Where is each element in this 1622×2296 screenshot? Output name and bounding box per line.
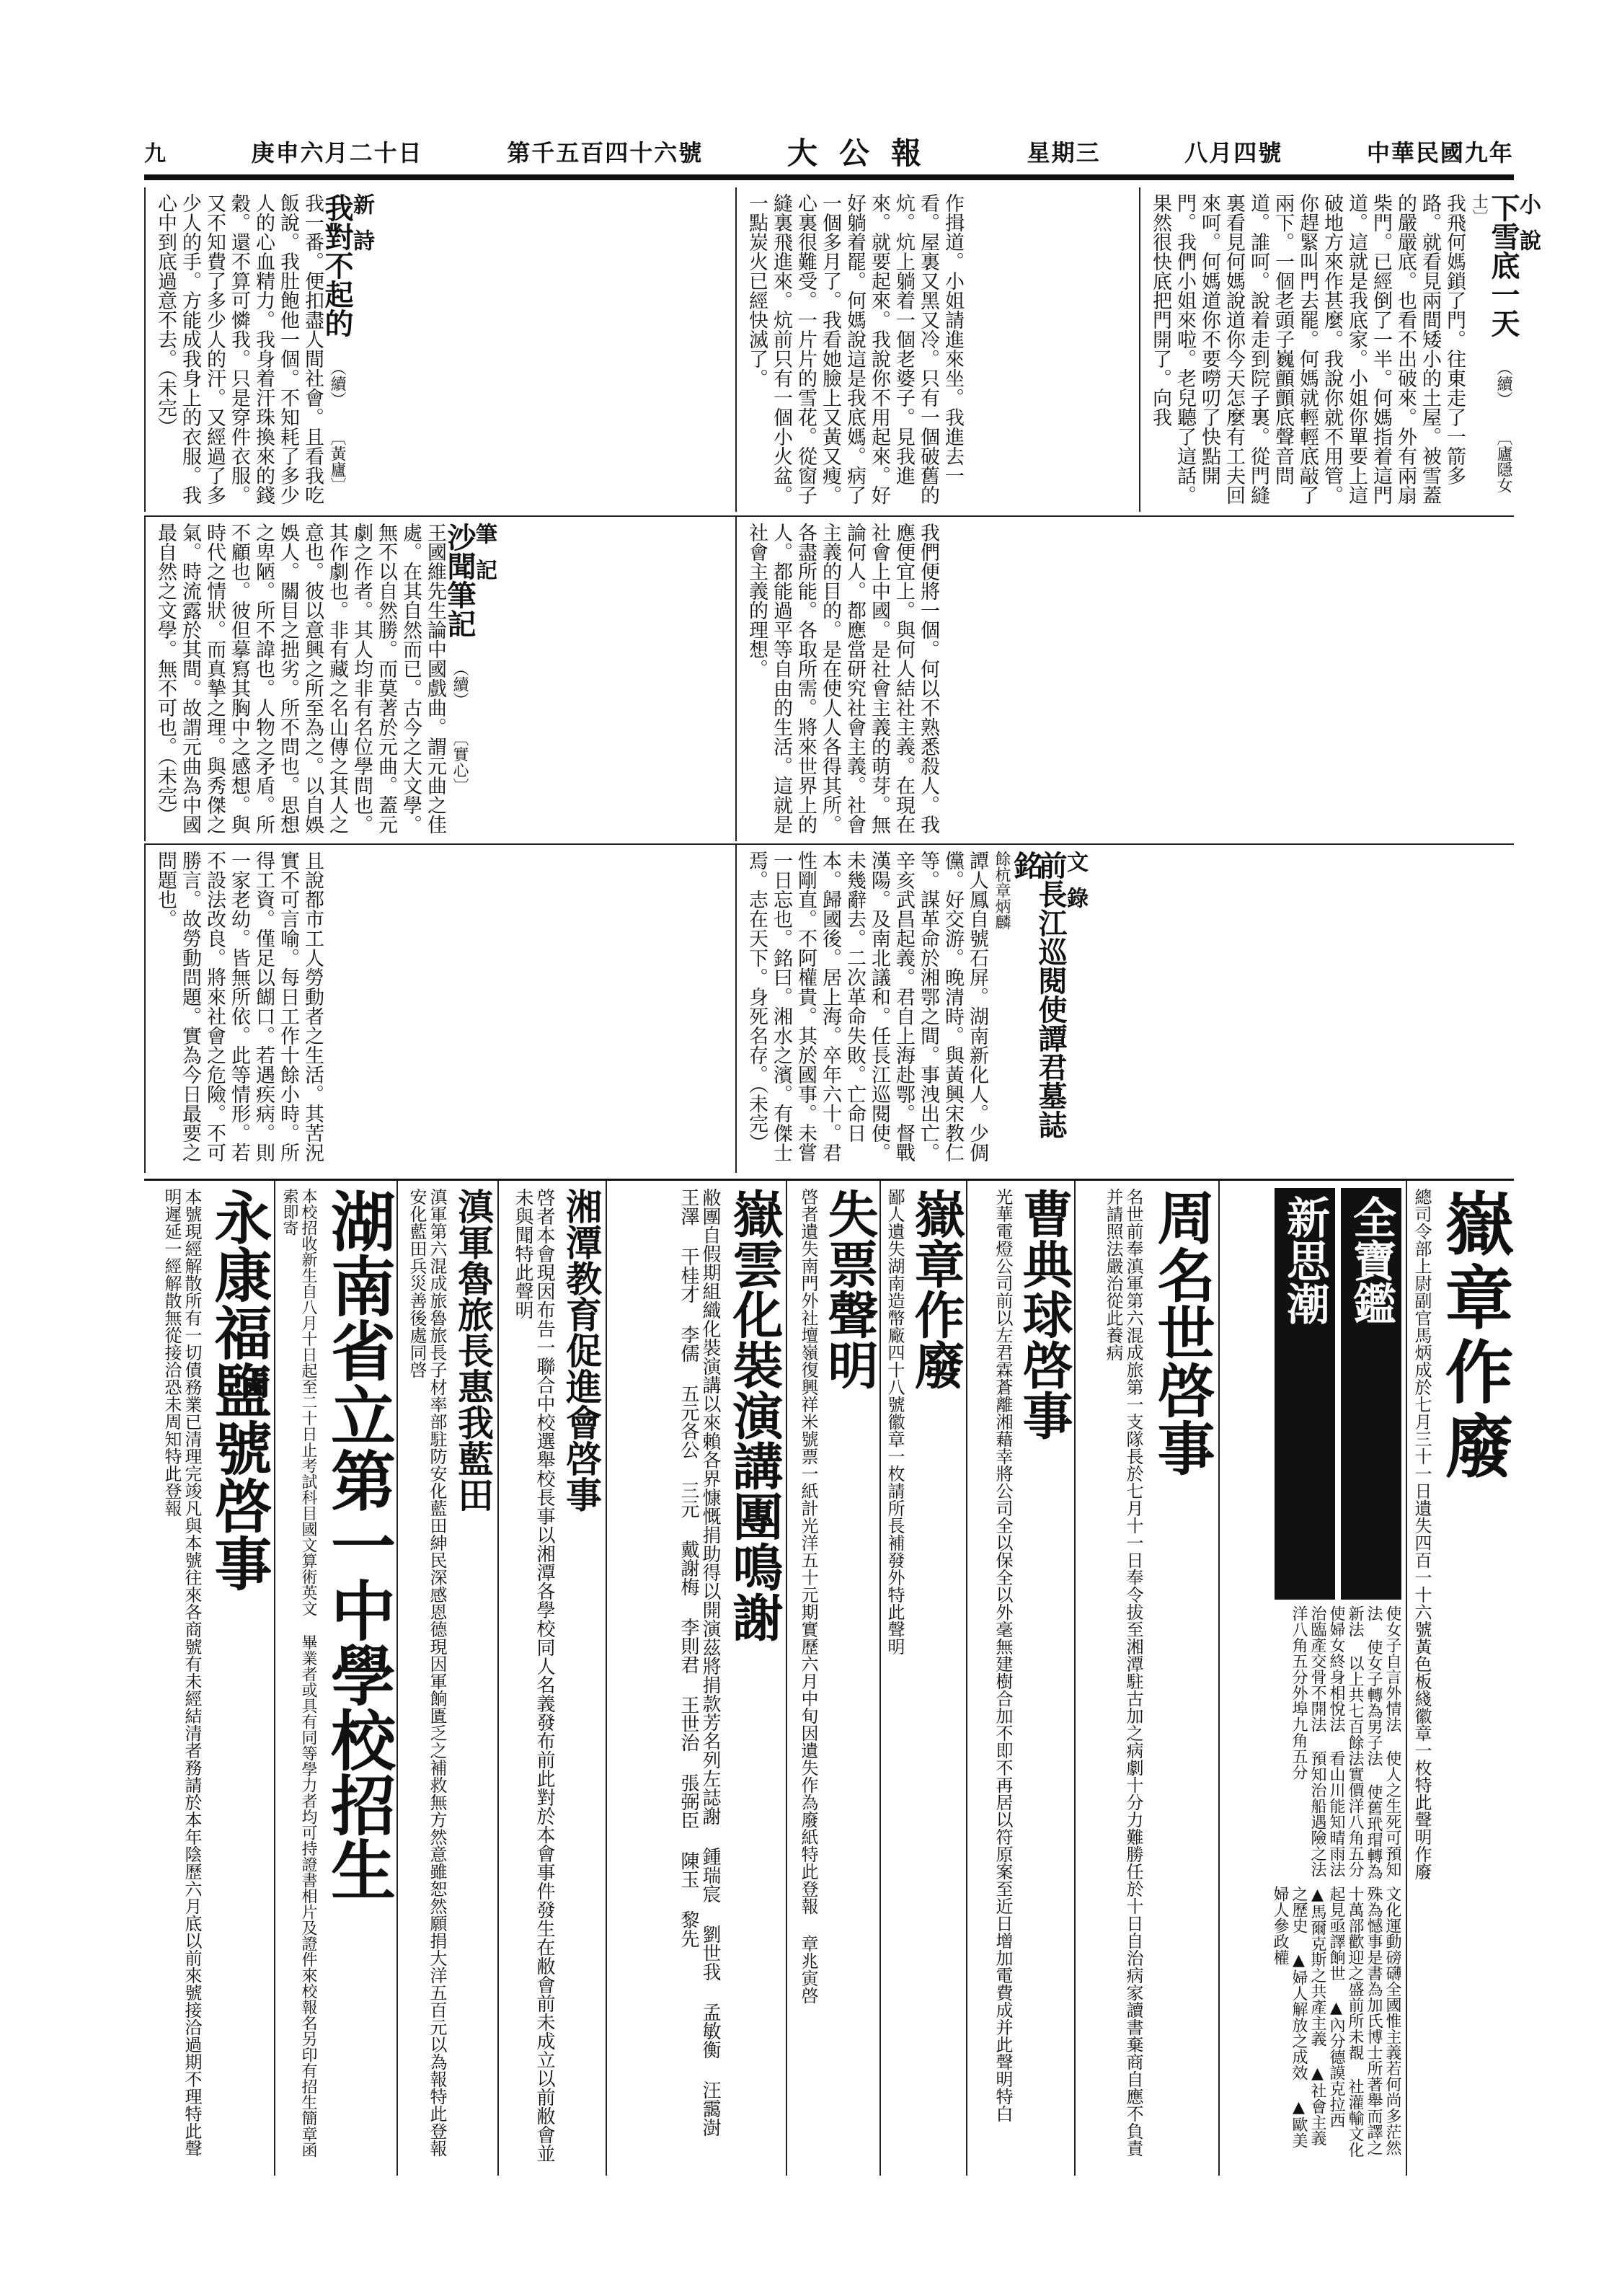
ad-title: 湖南省立第一中學校招生 xyxy=(319,1188,396,1902)
date-month: 八月四號 xyxy=(1184,139,1283,167)
issue-number: 第千五百四十六號 xyxy=(507,139,704,167)
date-year: 中華民國九年 xyxy=(1366,139,1514,167)
ad-badge-void-2 xyxy=(879,1181,966,2176)
ad-body: 啓者本會現因布告一聯合中校選舉校長事以湘潭各學校同人名義發布前此對於本會事件發生在敝會前未成立以前敝會並未與聞特此聲明 xyxy=(512,1188,555,2163)
ad-title: 嶽雲化裝演講團鳴謝 xyxy=(724,1188,784,1642)
ad-title: 嶽章作廢 xyxy=(906,1188,966,1390)
article-title: 前長江巡閱使譚君墓誌銘 xyxy=(1009,851,1068,1139)
lunar-date: 庚申六月二十日 xyxy=(251,139,423,167)
ad-body: 敝團自假期組織化裝演講以來賴各界慷慨捐助得以開演茲將捐款芳名列左誌謝 鍾瑞宸 劉世我 孟敏衡 汪靄澍 王澤 干桂才 李儒 五元各公 三元 戴謝梅 李則君 王世治 張弼臣 陳玉 黎先 xyxy=(678,1188,721,2137)
page-number: 九 xyxy=(144,141,167,167)
ad-body: 使女子自言外情法 使人之生死可預知法 使女子轉為男子法 使舊玳瑁轉為新法 以上共七百餘法實價洋八角五分 使婦女終身相悅法 看山川能知晴雨法 治臨產交骨不開法 預知治船遇險之法 洋八角五分外埠九角五分 xyxy=(1290,1605,1401,1880)
ad-title: 嶽章作廢 xyxy=(1434,1188,1514,1485)
article-body: 我飛何媽鎖了門。往東走了一箭多路。就看見兩間矮小的土屋。被雪蓋的嚴嚴底。也看不出破來。外有兩扇柴門。已經倒了一半。何媽指着這門道。這就是我底家。小姐你單要上這破地方來作甚麼。我說你就不用管。你趕緊叫門去罷。何媽就輕輕底敲了兩下。一個老頭子巍顫顫底聲音問道。誰呵。說着走到院子裏。從門縫裏看見何媽說道你今天怎麼有工夫回來呵。何媽道你不要嘮叨了快點開門。我們小姐來啦。老兒聽了這話。果然很快底把門開了。向我 xyxy=(1149,193,1466,505)
ad-xiangtan-education xyxy=(497,1181,606,2176)
article-essay xyxy=(735,517,1514,841)
article-body: 王國維先生論中國戲曲。謂元曲之佳處。在其自然而已。古今之大文學。無不以自然勝。而莫著於元曲。蓋元劇之作者。其人均非有名位學問也。其作劇也。非有藏之名山傳之其人之意也。彼以意興之所至為之。以自娛娛人。關目之拙劣。所不問也。思想之卑陋。所不諱也。人物之矛盾。所不顧也。彼但摹寫其胸中之感想。與時代之情狀。而真摯之理。與秀傑之氣。時流露於其間。故謂元曲為中國最自然之文學。無不可也。（未完） xyxy=(154,523,446,834)
ad-body: 鄙人遺失湖南造幣廠四十八號徽章一枚請所長補發外特此聲明 xyxy=(885,1188,905,1655)
article-body: 我一番。便扣盡人間社會。且看我吃飯說。我肚飽他一個。不知耗了多少人的心血精力。我身着汗珠換來的錢穀。還不算可憐我。只是穿件衣服。又不知費了多少人的汗。又經過了多少人的手。方能成我身上的衣服。我心中到底過意不去。（未完） xyxy=(154,193,324,505)
section-label: 筆記 xyxy=(471,523,497,595)
ad-lost-ticket xyxy=(786,1181,879,2176)
article-body: 作揖道。小姐請進來坐。我進去一看。屋裏又黑又冷。只有一個破舊的炕。炕上躺着一個老婆子。見我進來。就要起來。我說你不用起來。好好躺着罷。何媽說這是我底媽。病了一個多月了。我看她臉上又黃又瘦。心裏很難受。一片片的雪花。從窗子縫裏飛進來。炕前只有一個小火盆。一點炭火已經快滅了。 xyxy=(745,193,964,505)
ad-title-2: 新思潮 xyxy=(1275,1188,1335,1600)
article-essay-2 xyxy=(144,845,735,1173)
ad-body: 滇軍第六混成旅魯旅長子材率部駐防安化藍田紳民深感恩德現因軍餉匱乏之補救無方然意雖恕然願捐大洋五百元以為報特此登報安化藍田兵災善後處同啓 xyxy=(407,1188,447,2157)
ad-bookset xyxy=(1218,1181,1406,2176)
section-label: 文錄 xyxy=(1063,851,1088,923)
tier-bottom xyxy=(144,843,1514,1173)
ad-school-admission xyxy=(274,1181,396,2176)
ad-title: 滇軍魯旅長惠我藍田 xyxy=(452,1188,495,1512)
ad-body: 總司令部上尉副官馬炳成於七月三十一日遺失四百一十六號黃色板綫徽章一枚特此聲明作廢 xyxy=(1412,1188,1432,1880)
article-body: 譚人鳳自號石屏。湖南新化人。少倜儻。好交游。晚清時。與黃興宋教仁等。謀革命於湘鄂之間。事洩出亡。辛亥武昌起義。君自上海赴鄂。督戰漢陽。及南北議和。任長江巡閱使。未幾辭去。二次革命失敗。亡命日本。歸國後。居上海。卒年六十。君性剛直。不阿權貴。其於國事。未嘗一日忘也。銘曰。湘水之濱。有傑士焉。志在天下。身死名存。（未完） xyxy=(745,851,988,1162)
advertisements xyxy=(144,1179,1514,2176)
newspaper-title: 大公報 xyxy=(786,136,943,171)
ad-body: 光華電燈公司前以左君霖蒼離湘藉幸將公司全以保全以外毫無建樹合加不即不再居以符原案至近日增加電費成并此聲明特白 xyxy=(993,1188,1013,2122)
ad-salt-shop xyxy=(159,1181,274,2176)
ad-title: 曹典球啓事 xyxy=(1014,1188,1074,1440)
ad-title: 湘潭教育促進會啓事 xyxy=(560,1188,603,1512)
continued-label: （續） xyxy=(328,360,346,407)
ad-dian-army xyxy=(396,1181,497,2176)
continued-label: （續） xyxy=(1494,360,1512,407)
ad-body: 本校招收新生自八月十日起至二十日止考試科目國文算術英文 畢業者或具有同等學力者均可持證書相片及證件來校報名另印有招生簡章函索即寄 xyxy=(280,1188,317,2158)
masthead xyxy=(144,130,1514,173)
author: 餘杭章炳麟 xyxy=(993,851,1011,930)
ad-yueyun-thanks xyxy=(606,1181,786,2176)
author: 〔實心〕 xyxy=(451,730,469,794)
masthead-rule xyxy=(144,174,1514,180)
ad-body-2: 文化運動磅礴全國惟主義若何尚多茫然殊為憾事是書為加氏博士所著舉而譯之十萬部歡迎之盛前所未覩 社灌輸文化起見亟譯餉世 ▲內分德謨克拉西 ▲馬爾克斯之共產主義 ▲社會主義之歷史 ▲婦人解放之成效 ▲歐美婦人參政權 xyxy=(1271,1885,1401,2158)
ad-title: 全寶鑑 xyxy=(1341,1188,1401,1600)
ad-body: 本號現經解散所有一切債務業已清理完竣凡與本號往來各商號有未經結清者務請於本年陰歷六月底以前來號接洽過期不理特此聲明遲延一經解散無從接洽恐未周知特此登報 xyxy=(161,1188,202,2157)
article-poem xyxy=(144,187,735,512)
article-novel-continued xyxy=(735,187,1139,512)
article-title: 沙聞筆記 xyxy=(443,523,477,638)
ad-zhou-mingshi xyxy=(1074,1181,1218,2176)
ad-badge-void-1 xyxy=(1406,1181,1514,2176)
article-title: 我對不起的 xyxy=(320,193,354,337)
ad-title: 失票聲明 xyxy=(820,1188,879,1390)
article-notes xyxy=(144,517,735,841)
author: 〔黃廬〕 xyxy=(328,430,346,493)
ad-title: 永康福鹽號啓事 xyxy=(205,1188,272,1592)
article-novel xyxy=(1139,187,1541,512)
section-label: 新詩 xyxy=(349,193,374,265)
section-label: 小說 xyxy=(1515,193,1541,265)
newspaper-page xyxy=(144,123,1541,2206)
tier-middle xyxy=(144,515,1514,841)
tier-top xyxy=(144,187,1541,512)
ad-cao-dianqiu xyxy=(966,1181,1074,2176)
article-title: 下雪底一天 xyxy=(1486,193,1520,337)
article-body: 我們便將一個。何以不熟悉殺人。我應便宜上。與何人結社主義。在現在社會上中國。是社會主義的萌芽。無論何人。都應當研究社會主義。社會主義的目的。是在使人人各得其所。各盡所能。各取所需。將來世界上的人。都能過平等自由的生活。這就是社會主義的理想。 xyxy=(745,523,939,834)
ad-body: 啓者遺失南門外社壇嶺復興祥米號票一紙計光洋五十元期實歷六月中旬因遺失作為廢紙特此登報 章兆寅啓 xyxy=(798,1188,818,2004)
article-body: 且說都市工人勞動者之生活。其苦況實不可言喻。每日工作十餘小時。所得工資。僅足以餬口。若遇疾病。則一家老幼。皆無所依。此等情形。若不設法改良。將來社會之危險。不可勝言。故勞動問題。實為今日最要之問題也。 xyxy=(154,851,324,1162)
continued-label: （續） xyxy=(451,660,469,708)
ad-title: 周名世啓事 xyxy=(1148,1188,1215,1476)
article-epitaph xyxy=(735,845,1514,1173)
weekday: 星期三 xyxy=(1027,139,1101,167)
ad-body: 名世前奉滇軍第六混成旅第一支隊長於七月十一日奉令拔至湘潭駐古加之病劇十分力難勝任於十日自治病家讀書棄商自應不負責并請照法嚴治從此養病 xyxy=(1103,1188,1143,2157)
author: 〔廬隱女士〕 xyxy=(1470,193,1512,493)
